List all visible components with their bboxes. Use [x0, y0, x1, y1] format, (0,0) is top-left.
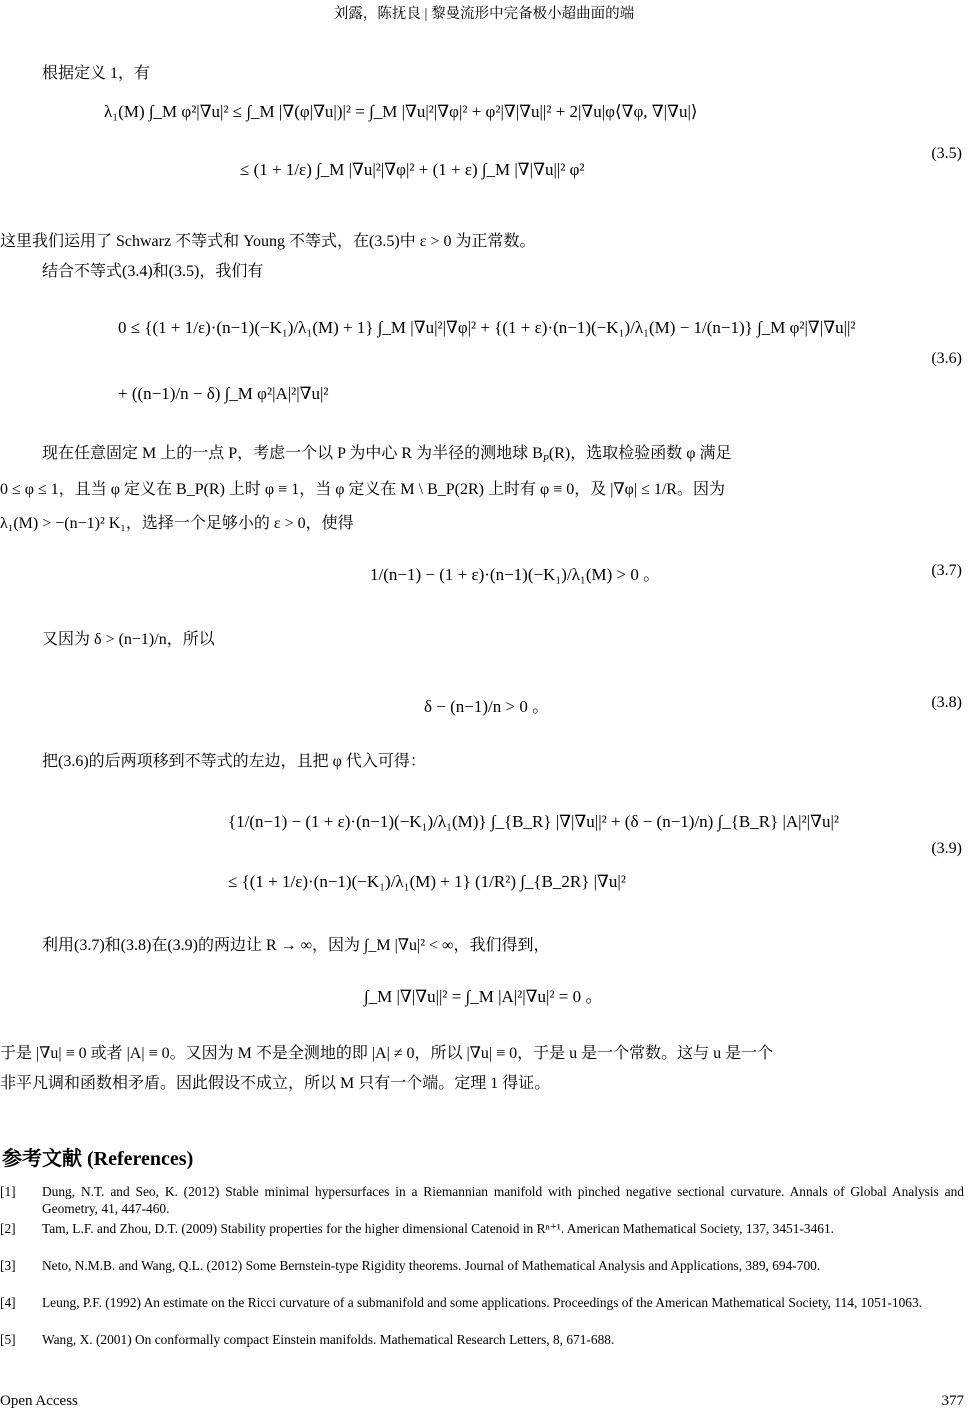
reference-number: [2]: [0, 1221, 16, 1236]
paragraph-part: 现在任意固定 M 上的一点 P，考虑一个以 P 为中心 R 为半径的测地球 B: [42, 445, 543, 462]
paragraph: 利用(3.7)和(3.8)在(3.9)的两边让 R → ∞，因为 ∫_M |∇u|² < ∞，我们得到，: [42, 937, 550, 954]
reference-text: Leung, P.F. (1992) An estimate on the Ricci curvature of a submanifold and some applications. Proceedings of the American Mathematical Society, 114, 1051-1063.: [42, 1295, 923, 1310]
equation-3-7: 1/(n−1) − (1 + ε)·(n−1)(−K₁)/λ₁(M) > 0 。: [370, 565, 661, 584]
paragraph: 根据定义 1，有: [42, 65, 151, 82]
paragraph: 0 ≤ φ ≤ 1，且当 φ 定义在 B_P(R) 上时 φ ≡ 1，当 φ 定义在 M \ B_P(2R) 上时有 φ ≡ 0，及 |∇φ| ≤ 1/R。因为: [0, 481, 725, 498]
footer-open-access: Open Access: [0, 1393, 78, 1409]
reference-item: [0, 1184, 968, 1218]
reference-text: Dung, N.T. and Seo, K. (2012) Stable minimal hypersurfaces in a Riemannian manifold with pinched negative sectional curvature. Annals of Global Analysis and Geometry, 41, 447-460.: [42, 1184, 964, 1216]
reference-text: Tam, L.F. and Zhou, D.T. (2009) Stability properties for the higher dimensional Catenoid in Rⁿ⁺¹. American Mathematical Society, 137, 3451-3461.: [42, 1221, 835, 1236]
paragraph: 把(3.6)的后两项移到不等式的左边，且把 φ 代入可得：: [42, 753, 426, 770]
reference-item: [0, 1295, 968, 1329]
reference-text: Wang, X. (2001) On conformally compact Einstein manifolds. Mathematical Research Letters, 8, 671-688.: [42, 1332, 615, 1347]
equation-3-6-line-1: 0 ≤ {(1 + 1/ε)·(n−1)(−K₁)/λ₁(M) + 1} ∫_M |∇u|²|∇φ|² + {(1 + ε)·(n−1)(−K₁)/λ₁(M) − 1/(n−1)} ∫_M φ²|∇|∇u||²: [118, 318, 856, 337]
running-head: 刘露，陈抚良 | 黎曼流形中完备极小超曲面的端: [333, 6, 635, 22]
paragraph: 又因为 δ > (n−1)/n，所以: [42, 631, 215, 648]
reference-item: [0, 1332, 968, 1350]
paragraph-part: (R)，选取检验函数 φ 满足: [548, 445, 732, 462]
reference-text: Neto, N.M.B. and Wang, Q.L. (2012) Some Bernstein-type Rigidity theorems. Journal of Mathematical Analysis and Applications, 389, 694-700.: [42, 1258, 821, 1273]
paragraph: 非平凡调和函数相矛盾。因此假设不成立，所以 M 只有一个端。定理 1 得证。: [0, 1075, 551, 1092]
equation-number: (3.9): [931, 840, 962, 857]
equation-number: (3.8): [931, 694, 962, 711]
paragraph: λ₁(M) > −(n−1)² K₁，选择一个足够小的 ε > 0，使得: [0, 515, 354, 532]
equation-3-8: δ − (n−1)/n > 0 。: [424, 697, 550, 716]
paragraph: 于是 |∇u| ≡ 0 或者 |A| ≡ 0。又因为 M 不是全测地的即 |A| ≠ 0，所以 |∇u| ≡ 0，于是 u 是一个常数。这与 u 是一个: [0, 1045, 774, 1062]
equation-number: (3.7): [931, 562, 962, 579]
equation-number: (3.5): [931, 145, 962, 162]
reference-number: [3]: [0, 1258, 16, 1273]
equation-3-5-line-1: λ₁(M) ∫_M φ²|∇u|² ≤ ∫_M |∇(φ|∇u|)|² = ∫_M |∇u|²|∇φ|² + φ²|∇|∇u||² + 2|∇u|φ⟨∇φ, ∇|∇u|⟩: [104, 102, 698, 121]
reference-item: [0, 1258, 968, 1292]
references-heading: 参考文献 (References): [2, 1148, 194, 1170]
paragraph: 结合不等式(3.4)和(3.5)，我们有: [42, 263, 264, 280]
equation-final: ∫_M |∇|∇u||² = ∫_M |A|²|∇u|² = 0 。: [364, 987, 603, 1006]
equation-3-9-line-1: {1/(n−1) − (1 + ε)·(n−1)(−K₁)/λ₁(M)} ∫_{B_R} |∇|∇u||² + (δ − (n−1)/n) ∫_{B_R} |A|²|∇u|²: [228, 812, 839, 831]
reference-item: [0, 1221, 968, 1255]
equation-3-6-line-2: + ((n−1)/n − δ) ∫_M φ²|A|²|∇u|²: [118, 384, 329, 403]
paragraph: 这里我们运用了 Schwarz 不等式和 Young 不等式，在(3.5)中 ε > 0 为正常数。: [0, 233, 536, 250]
page-number: 377: [941, 1393, 964, 1409]
equation-3-9-line-2: ≤ {(1 + 1/ε)·(n−1)(−K₁)/λ₁(M) + 1} (1/R²) ∫_{B_2R} |∇u|²: [228, 872, 626, 891]
equation-number: (3.6): [931, 350, 962, 367]
paragraph: 现在任意固定 M 上的一点 P，考虑一个以 P 为中心 R 为半径的测地球 $B_P(R)$，选取检验函数 φ 满足: [42, 445, 732, 465]
reference-number: [1]: [0, 1184, 16, 1199]
reference-number: [4]: [0, 1295, 16, 1310]
equation-3-5-line-2: ≤ (1 + 1/ε) ∫_M |∇u|²|∇φ|² + (1 + ε) ∫_M |∇|∇u||² φ²: [240, 160, 585, 179]
reference-number: [5]: [0, 1332, 16, 1347]
